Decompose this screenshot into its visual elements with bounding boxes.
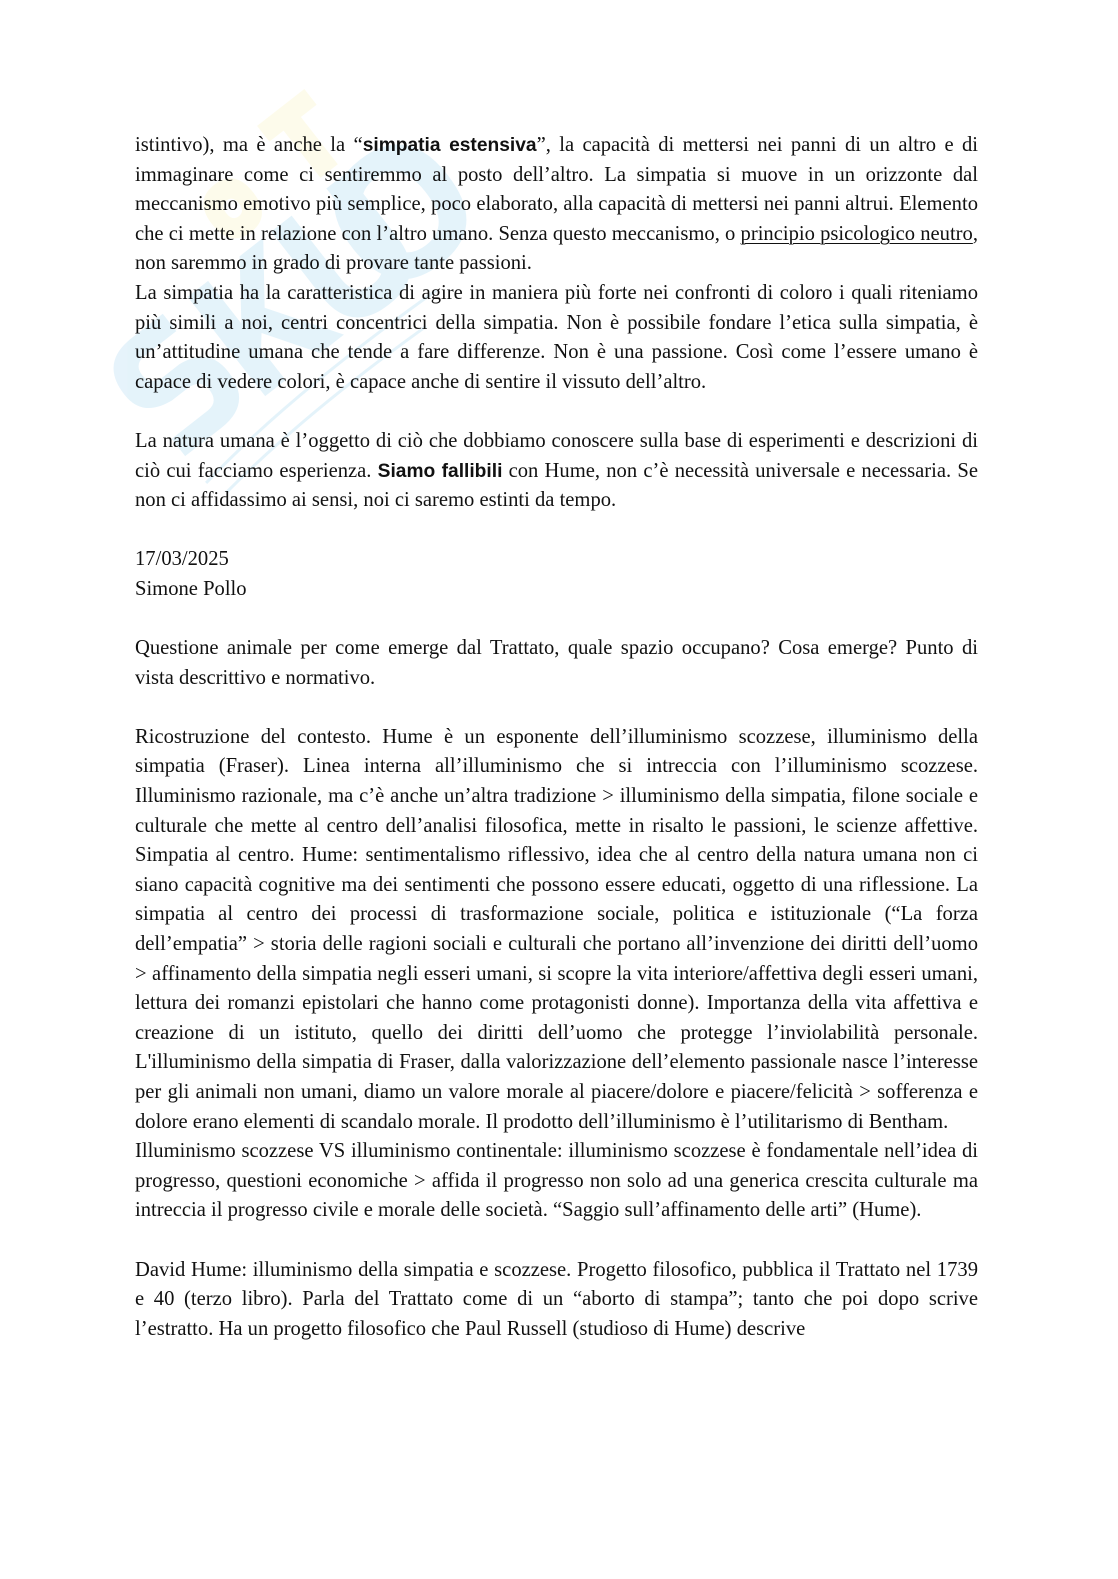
paragraph-1: [135, 131, 978, 279]
paragraph-text: istintivo), ma è anche la “: [135, 134, 363, 156]
paragraph-text: La natura umana è l’oggetto di ciò che dobbiamo conoscere sulla base di esperimenti e descrizioni di ciò cui facciamo esperienza.: [135, 429, 978, 482]
bold-term: simpatia estensiva: [362, 135, 537, 156]
paragraph-text: Illuminismo scozzese VS illuminismo continentale: illuminismo scozzese è fondamentale nell’idea di progresso, questioni economiche > affida il progresso non solo ad una generica crescita culturale ma intreccia il progresso civile e morale delle società. “Saggio sull’affinamento delle arti” (Hume).: [135, 1140, 978, 1222]
paragraph-6: [135, 634, 978, 693]
document-body: [135, 131, 978, 1344]
paragraph-5: [135, 575, 978, 605]
paragraph-text: con Hume, non c’è necessità universale e necessaria. Se non ci affidassimo ai sensi, noi ci saremo estinti da tempo.: [135, 459, 978, 512]
paragraph-text: Ricostruzione del contesto. Hume è un esponente dell’illuminismo scozzese, illuminismo della simpatia (Fraser). Linea interna all’illuminismo che si intreccia con l’illuminismo scozzese. Illuminismo razionale, ma c’è anche un’altra tradizione > illuminismo della simpatia, filone sociale e culturale che mette al centro dell’analisi filosofica, mette in risalto le passioni, le scienze affettive. Simpatia al centro. Hume: sentimentalismo riflessivo, idea che al centro della natura umana non ci siano capacità cognitive ma dei sentimenti che possono essere educati, oggetto di una riflessione. La simpatia al centro dei processi di trasformazione sociale, politica e istituzionale (“La forza dell’empatia” > storia delle ragioni sociali e culturali che portano all’invenzione dei diritti dell’uomo > affinamento della simpatia negli esseri umani, si scopre la vita interiore/affettiva degli esseri umani, lettura dei romanzi epistolari che hanno come protagonisti donne). Importanza della vita affettiva e creazione di un istituto, quello dei diritti dell’uomo che protegge l’inviolabilità personale. L'illuminismo della simpatia di Fraser, dalla valorizzazione dell’elemento passionale nasce l’interesse per gli animali non umani, diamo un valore morale al piacere/dolore e piacere/felicità > sofferenza e dolore erano elementi di scandalo morale. Il prodotto dell’illuminismo è l’utilitarismo di Bentham.: [135, 725, 978, 1133]
paragraph-8: [135, 1137, 978, 1226]
paragraph-text: ”, la capacità di mettersi nei panni di un altro e di immaginare come ci sentiremmo al posto dell’altro. La simpatia si muove in un orizzonte dal meccanismo emotivo più semplice, poco elaborato, alla capacità di mettersi nei panni altrui. Elemento che ci mette in relazione con l’altro umano. Senza questo meccanismo, o: [135, 134, 978, 245]
paragraph-text: La simpatia ha la caratteristica di agire in maniera più forte nei confronti di coloro i quali riteniamo più simili a noi, centri concentrici della simpatia. Non è possibile fondare l’etica sulla simpatia, è un’attitudine umana che tende a fare differenze. Non è una passione. Così come l’essere umano è capace di vedere colori, è capace anche di sentire il vissuto dell’altro.: [135, 281, 978, 393]
paragraph-text: , non saremmo in grado di provare tante passioni.: [135, 222, 978, 275]
paragraph-9: [135, 1256, 978, 1345]
bold-term: Siamo fallibili: [377, 460, 503, 482]
paragraph-7: [135, 723, 978, 1137]
paragraph-text: David Hume: illuminismo della simpatia e scozzese. Progetto filosofico, pubblica il Trattato nel 1739 e 40 (terzo libro). Parla del Trattato come di un “aborto di stampa”; tanto che poi dopo scrive l’estratto. Ha un progetto filosofico che Paul Russell (studioso di Hume) descrive: [135, 1258, 978, 1340]
underlined-term: principio psicologico neutro: [740, 222, 973, 245]
paragraph-3: [135, 427, 978, 516]
paragraph-text: Simone Pollo: [135, 577, 247, 600]
paragraph-2: [135, 279, 978, 397]
paragraph-4: [135, 545, 978, 575]
paragraph-text: 17/03/2025: [135, 548, 229, 571]
paragraph-text: Questione animale per come emerge dal Trattato, quale spazio occupano? Cosa emerge? Punto di vista descrittivo e normativo.: [135, 637, 978, 689]
